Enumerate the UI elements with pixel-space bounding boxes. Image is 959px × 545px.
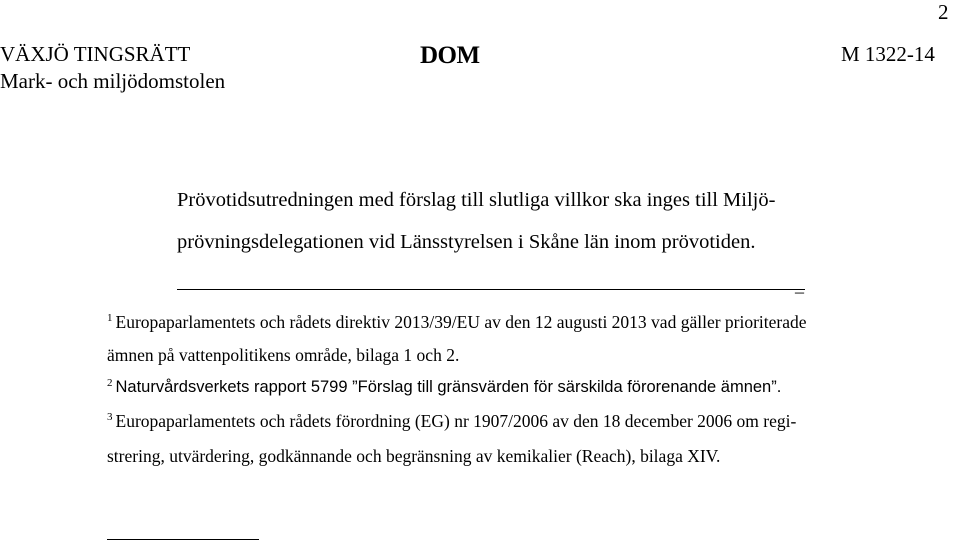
court-name: VÄXJÖ TINGSRÄTT [0, 42, 191, 66]
footnote-1-continuation [107, 344, 459, 366]
page-number: 2 [938, 0, 949, 24]
footnote-text-line: Naturvårdsverkets rapport 5799 ”Förslag till gränsvärden för särskilda förorenande ämnen”. [115, 378, 782, 396]
body-text-line: Prövotidsutredningen med förslag till slutliga villkor ska inges till Miljö- [177, 189, 776, 211]
footnote-3 [107, 410, 796, 432]
body-text-line: prövningsdelegationen vid Länsstyrelsen i Skåne län inom prövotiden. [177, 231, 756, 253]
footnote-marker: 3 [107, 411, 113, 423]
case-number: M 1322-14 [841, 42, 935, 66]
footnote-2 [107, 376, 781, 398]
court-division: Mark- och miljödomstolen [0, 69, 226, 93]
footnote-marker: 1 [107, 312, 113, 324]
footnote-3-continuation [107, 445, 720, 467]
footnote-1 [107, 311, 807, 333]
footnote-text-line: strering, utvärdering, godkännande och begränsning av kemikalier (Reach), bilaga XIV. [107, 446, 721, 466]
footnote-marker: 2 [107, 377, 113, 389]
footnote-separator-rule [177, 289, 805, 290]
trailing-underscore: _ [795, 275, 804, 295]
page-bottom-rule [107, 539, 259, 540]
footnote-text-line: ämnen på vattenpolitikens område, bilaga 1 och 2. [107, 345, 460, 365]
footnote-text-line: Europaparlamentets och rådets direktiv 2013/39/EU av den 12 augusti 2013 vad gäller prioriterade [115, 312, 807, 332]
footnote-text-line: Europaparlamentets och rådets förordning (EG) nr 1907/2006 av den 18 december 2006 om regi- [115, 411, 797, 431]
document-type: DOM [420, 42, 480, 69]
